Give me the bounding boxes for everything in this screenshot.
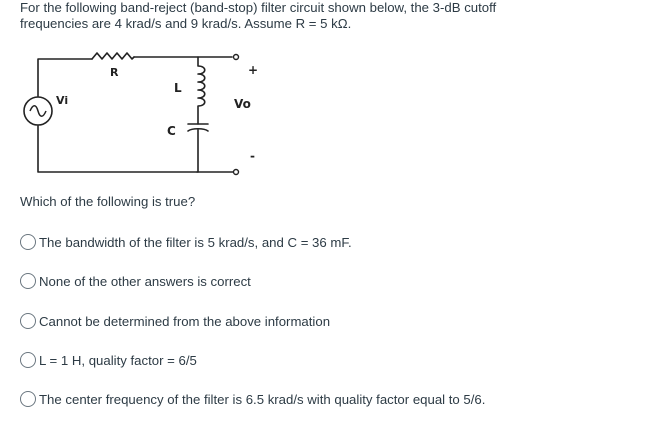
label-vo: Vo bbox=[234, 97, 251, 111]
output-terminal-bottom bbox=[234, 170, 239, 175]
question-ask: Which of the following is true? bbox=[20, 194, 196, 209]
resistor-symbol bbox=[92, 53, 134, 59]
answer-label: The bandwidth of the filter is 5 krad/s, and C = 36 mF. bbox=[39, 234, 352, 250]
wire-left-top bbox=[38, 59, 92, 96]
answer-label: None of the other answers is correct bbox=[39, 273, 251, 289]
answer-option-3[interactable] bbox=[20, 311, 330, 331]
answer-label: Cannot be determined from the above information bbox=[39, 313, 331, 329]
answer-option-4[interactable] bbox=[20, 350, 197, 370]
radio-button[interactable] bbox=[20, 313, 36, 329]
answer-label: L = 1 H, quality factor = 6/5 bbox=[39, 352, 197, 368]
radio-button[interactable] bbox=[20, 352, 36, 368]
circuit-diagram bbox=[22, 44, 262, 184]
label-L: L bbox=[174, 81, 182, 95]
label-plus: + bbox=[248, 63, 259, 77]
label-C: C bbox=[167, 124, 176, 138]
answer-option-2[interactable] bbox=[20, 271, 251, 291]
answer-option-1[interactable] bbox=[20, 232, 352, 252]
radio-button[interactable] bbox=[20, 391, 36, 407]
answer-label: The center frequency of the filter is 6.5 krad/s with quality factor equal to 5/6. bbox=[39, 391, 486, 407]
question-prompt bbox=[20, 0, 580, 32]
prompt-line-1: For the following band-reject (band-stop) filter circuit shown below, the 3-dB cutoff bbox=[20, 0, 497, 15]
prompt-line-2: frequencies are 4 krad/s and 9 krad/s. Assume R = 5 kΩ. bbox=[20, 16, 352, 31]
output-terminal-top bbox=[234, 55, 239, 60]
label-vi: Vi bbox=[56, 94, 69, 107]
label-R: R bbox=[110, 66, 119, 79]
radio-button[interactable] bbox=[20, 234, 36, 250]
label-minus: - bbox=[250, 149, 255, 163]
radio-button[interactable] bbox=[20, 273, 36, 289]
inductor-symbol bbox=[198, 57, 205, 124]
answer-option-5[interactable] bbox=[20, 389, 485, 409]
